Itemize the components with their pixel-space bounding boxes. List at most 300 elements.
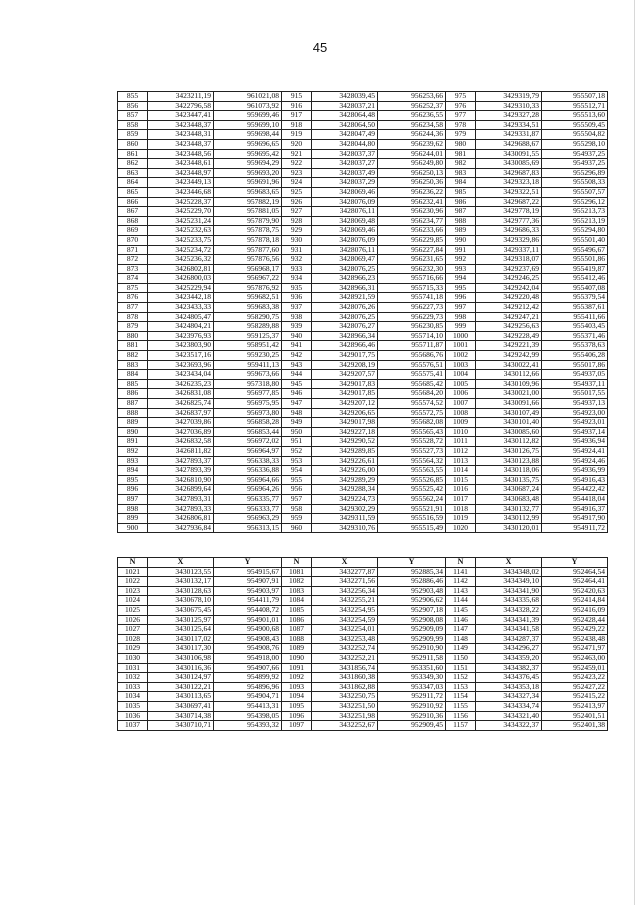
point-number-cell: 986 bbox=[446, 197, 476, 207]
point-number-cell: 1018 bbox=[446, 504, 476, 514]
x-coordinate-cell: 3423449,13 bbox=[148, 178, 214, 188]
x-coordinate-cell: 3434335,68 bbox=[476, 596, 542, 606]
x-coordinate-cell: 3429289,29 bbox=[312, 475, 378, 485]
table-row bbox=[118, 226, 608, 236]
x-coordinate-cell: 3423447,41 bbox=[148, 111, 214, 121]
x-coordinate-cell: 3428076,26 bbox=[312, 303, 378, 313]
y-coordinate-cell: 956233,66 bbox=[378, 226, 446, 236]
x-coordinate-cell: 3429017,85 bbox=[312, 389, 378, 399]
x-coordinate-cell: 3423433,33 bbox=[148, 303, 214, 313]
point-number-cell: 1032 bbox=[118, 673, 148, 683]
x-coordinate-cell: 3426899,64 bbox=[148, 485, 214, 495]
y-coordinate-cell: 954917,90 bbox=[542, 514, 608, 524]
table-row bbox=[118, 264, 608, 274]
table-row bbox=[118, 92, 608, 102]
table-row bbox=[118, 187, 608, 197]
y-coordinate-cell: 952885,34 bbox=[378, 567, 446, 577]
table-row bbox=[118, 370, 608, 380]
x-coordinate-cell: 3423803,90 bbox=[148, 341, 214, 351]
point-number-cell: 983 bbox=[446, 168, 476, 178]
y-coordinate-cell: 955741,18 bbox=[378, 293, 446, 303]
y-coordinate-cell: 952416,09 bbox=[542, 605, 608, 615]
point-number-cell: 987 bbox=[446, 207, 476, 217]
y-coordinate-cell: 955572,75 bbox=[378, 408, 446, 418]
point-number-cell: 998 bbox=[446, 312, 476, 322]
column-header: Y bbox=[214, 558, 282, 568]
y-coordinate-cell: 956227,73 bbox=[378, 303, 446, 313]
table-row bbox=[118, 494, 608, 504]
y-coordinate-cell: 956244,01 bbox=[378, 149, 446, 159]
x-coordinate-cell: 3429212,42 bbox=[476, 303, 542, 313]
y-coordinate-cell: 952908,08 bbox=[378, 615, 446, 625]
x-coordinate-cell: 3430124,97 bbox=[148, 673, 214, 683]
y-coordinate-cell: 955213,73 bbox=[542, 207, 608, 217]
y-coordinate-cell: 954937,11 bbox=[542, 379, 608, 389]
point-number-cell: 868 bbox=[118, 216, 148, 226]
y-coordinate-cell: 952413,97 bbox=[542, 701, 608, 711]
point-number-cell: 930 bbox=[282, 235, 312, 245]
x-coordinate-cell: 3430123,88 bbox=[476, 456, 542, 466]
point-number-cell: 921 bbox=[282, 149, 312, 159]
y-coordinate-cell: 959673,66 bbox=[214, 370, 282, 380]
point-number-cell: 892 bbox=[118, 446, 148, 456]
y-coordinate-cell: 953351,60 bbox=[378, 663, 446, 673]
point-number-cell: 862 bbox=[118, 159, 148, 169]
point-number-cell: 874 bbox=[118, 274, 148, 284]
point-number-cell: 1006 bbox=[446, 389, 476, 399]
point-number-cell: 1012 bbox=[446, 446, 476, 456]
x-coordinate-cell: 3430085,60 bbox=[476, 427, 542, 437]
x-coordinate-cell: 3423976,93 bbox=[148, 331, 214, 341]
point-number-cell: 1007 bbox=[446, 399, 476, 409]
y-coordinate-cell: 955406,28 bbox=[542, 351, 608, 361]
x-coordinate-cell: 3430091,55 bbox=[476, 149, 542, 159]
x-coordinate-cell: 3430128,63 bbox=[148, 586, 214, 596]
y-coordinate-cell: 956964,97 bbox=[214, 446, 282, 456]
x-coordinate-cell: 3426802,81 bbox=[148, 264, 214, 274]
point-number-cell: 1151 bbox=[446, 663, 476, 673]
point-number-cell: 1091 bbox=[282, 663, 312, 673]
y-coordinate-cell: 952429,22 bbox=[542, 625, 608, 635]
point-number-cell: 871 bbox=[118, 245, 148, 255]
x-coordinate-cell: 3429221,39 bbox=[476, 341, 542, 351]
y-coordinate-cell: 956977,85 bbox=[214, 389, 282, 399]
point-number-cell: 929 bbox=[282, 226, 312, 236]
y-coordinate-cell: 952911,58 bbox=[378, 653, 446, 663]
x-coordinate-cell: 3430022,41 bbox=[476, 360, 542, 370]
y-coordinate-cell: 959125,37 bbox=[214, 331, 282, 341]
point-number-cell: 895 bbox=[118, 475, 148, 485]
y-coordinate-cell: 954937,25 bbox=[542, 149, 608, 159]
x-coordinate-cell: 3426811,82 bbox=[148, 446, 214, 456]
point-number-cell: 893 bbox=[118, 456, 148, 466]
x-coordinate-cell: 3430122,21 bbox=[148, 682, 214, 692]
x-coordinate-cell: 3429228,49 bbox=[476, 331, 542, 341]
table-row bbox=[118, 663, 608, 673]
point-number-cell: 890 bbox=[118, 427, 148, 437]
point-number-cell: 1083 bbox=[282, 586, 312, 596]
x-coordinate-cell: 3431860,38 bbox=[312, 673, 378, 683]
point-number-cell: 865 bbox=[118, 187, 148, 197]
y-coordinate-cell: 954901,01 bbox=[214, 615, 282, 625]
point-number-cell: 886 bbox=[118, 389, 148, 399]
point-number-cell: 882 bbox=[118, 351, 148, 361]
x-coordinate-cell: 3423211,19 bbox=[148, 92, 214, 102]
x-coordinate-cell: 3426837,97 bbox=[148, 408, 214, 418]
point-number-cell: 928 bbox=[282, 216, 312, 226]
y-coordinate-cell: 957877,60 bbox=[214, 245, 282, 255]
y-coordinate-cell: 956964,26 bbox=[214, 485, 282, 495]
table-row bbox=[118, 682, 608, 692]
y-coordinate-cell: 956253,66 bbox=[378, 92, 446, 102]
point-number-cell: 1149 bbox=[446, 644, 476, 654]
x-coordinate-cell: 3430113,65 bbox=[148, 692, 214, 702]
x-coordinate-cell: 3428069,46 bbox=[312, 187, 378, 197]
x-coordinate-cell: 3423448,97 bbox=[148, 168, 214, 178]
x-coordinate-cell: 3427039,86 bbox=[148, 418, 214, 428]
point-number-cell: 884 bbox=[118, 370, 148, 380]
point-number-cell: 1097 bbox=[282, 721, 312, 731]
table-row bbox=[118, 711, 608, 721]
x-coordinate-cell: 3425229,94 bbox=[148, 283, 214, 293]
point-number-cell: 937 bbox=[282, 303, 312, 313]
point-number-cell: 993 bbox=[446, 264, 476, 274]
y-coordinate-cell: 954896,96 bbox=[214, 682, 282, 692]
point-number-cell: 880 bbox=[118, 331, 148, 341]
y-coordinate-cell: 954908,76 bbox=[214, 644, 282, 654]
table-row bbox=[118, 625, 608, 635]
y-coordinate-cell: 954903,97 bbox=[214, 586, 282, 596]
point-number-cell: 1035 bbox=[118, 701, 148, 711]
point-number-cell: 944 bbox=[282, 370, 312, 380]
x-coordinate-cell: 3429687,22 bbox=[476, 197, 542, 207]
y-coordinate-cell: 955575,41 bbox=[378, 370, 446, 380]
y-coordinate-cell: 956975,95 bbox=[214, 399, 282, 409]
point-number-cell: 1084 bbox=[282, 596, 312, 606]
column-header: N bbox=[282, 558, 312, 568]
point-number-cell: 1036 bbox=[118, 711, 148, 721]
point-number-cell: 889 bbox=[118, 418, 148, 428]
point-number-cell: 977 bbox=[446, 111, 476, 121]
point-number-cell: 947 bbox=[282, 399, 312, 409]
point-number-cell: 945 bbox=[282, 379, 312, 389]
y-coordinate-cell: 959698,44 bbox=[214, 130, 282, 140]
x-coordinate-cell: 3428037,49 bbox=[312, 168, 378, 178]
y-coordinate-cell: 956963,29 bbox=[214, 514, 282, 524]
point-number-cell: 1082 bbox=[282, 577, 312, 587]
y-coordinate-cell: 955711,87 bbox=[378, 341, 446, 351]
y-coordinate-cell: 959691,96 bbox=[214, 178, 282, 188]
x-coordinate-cell: 3429327,28 bbox=[476, 111, 542, 121]
y-coordinate-cell: 961021,08 bbox=[214, 92, 282, 102]
column-header: N bbox=[118, 558, 148, 568]
x-coordinate-cell: 3430118,06 bbox=[476, 466, 542, 476]
y-coordinate-cell: 954418,04 bbox=[542, 494, 608, 504]
point-number-cell: 891 bbox=[118, 437, 148, 447]
y-coordinate-cell: 956964,66 bbox=[214, 475, 282, 485]
y-coordinate-cell: 952463,00 bbox=[542, 653, 608, 663]
x-coordinate-cell: 3432271,56 bbox=[312, 577, 378, 587]
y-coordinate-cell: 955419,87 bbox=[542, 264, 608, 274]
y-coordinate-cell: 955387,61 bbox=[542, 303, 608, 313]
x-coordinate-cell: 3428037,29 bbox=[312, 178, 378, 188]
table-row bbox=[118, 504, 608, 514]
y-coordinate-cell: 956968,17 bbox=[214, 264, 282, 274]
y-coordinate-cell: 955507,57 bbox=[542, 187, 608, 197]
table-row bbox=[118, 120, 608, 130]
table-header-row bbox=[118, 558, 608, 568]
point-number-cell: 1013 bbox=[446, 456, 476, 466]
y-coordinate-cell: 955509,45 bbox=[542, 120, 608, 130]
x-coordinate-cell: 3429226,00 bbox=[312, 466, 378, 476]
point-number-cell: 1090 bbox=[282, 653, 312, 663]
x-coordinate-cell: 3429290,52 bbox=[312, 437, 378, 447]
y-coordinate-cell: 955371,46 bbox=[542, 331, 608, 341]
y-coordinate-cell: 956230,85 bbox=[378, 322, 446, 332]
y-coordinate-cell: 957876,92 bbox=[214, 283, 282, 293]
point-number-cell: 992 bbox=[446, 255, 476, 265]
point-number-cell: 975 bbox=[446, 92, 476, 102]
y-coordinate-cell: 952906,62 bbox=[378, 596, 446, 606]
point-number-cell: 1092 bbox=[282, 673, 312, 683]
point-number-cell: 1037 bbox=[118, 721, 148, 731]
x-coordinate-cell: 3428044,80 bbox=[312, 139, 378, 149]
y-coordinate-cell: 957878,75 bbox=[214, 226, 282, 236]
point-number-cell: 1020 bbox=[446, 523, 476, 533]
point-number-cell: 1141 bbox=[446, 567, 476, 577]
y-coordinate-cell: 954915,67 bbox=[214, 567, 282, 577]
y-coordinate-cell: 952401,38 bbox=[542, 721, 608, 731]
y-coordinate-cell: 957878,18 bbox=[214, 235, 282, 245]
y-coordinate-cell: 955294,80 bbox=[542, 226, 608, 236]
x-coordinate-cell: 3423446,68 bbox=[148, 187, 214, 197]
x-coordinate-cell: 3430126,75 bbox=[476, 446, 542, 456]
page-edge-line bbox=[634, 0, 635, 905]
y-coordinate-cell: 954907,91 bbox=[214, 577, 282, 587]
x-coordinate-cell: 3434353,18 bbox=[476, 682, 542, 692]
x-coordinate-cell: 3429323,18 bbox=[476, 178, 542, 188]
point-number-cell: 997 bbox=[446, 303, 476, 313]
point-number-cell: 990 bbox=[446, 235, 476, 245]
x-coordinate-cell: 3427036,89 bbox=[148, 427, 214, 437]
x-coordinate-cell: 3434321,40 bbox=[476, 711, 542, 721]
point-number-cell: 881 bbox=[118, 341, 148, 351]
y-coordinate-cell: 954918,00 bbox=[214, 653, 282, 663]
point-number-cell: 1000 bbox=[446, 331, 476, 341]
point-number-cell: 1002 bbox=[446, 351, 476, 361]
column-header: N bbox=[446, 558, 476, 568]
point-number-cell: 860 bbox=[118, 139, 148, 149]
table-row bbox=[118, 101, 608, 111]
x-coordinate-cell: 3429302,29 bbox=[312, 504, 378, 514]
x-coordinate-cell: 3429319,79 bbox=[476, 92, 542, 102]
x-coordinate-cell: 3432251,50 bbox=[312, 701, 378, 711]
point-number-cell: 872 bbox=[118, 255, 148, 265]
y-coordinate-cell: 952911,72 bbox=[378, 692, 446, 702]
y-coordinate-cell: 956338,33 bbox=[214, 456, 282, 466]
y-coordinate-cell: 958951,42 bbox=[214, 341, 282, 351]
point-number-cell: 982 bbox=[446, 159, 476, 169]
x-coordinate-cell: 3428076,25 bbox=[312, 312, 378, 322]
x-coordinate-cell: 3429310,33 bbox=[476, 101, 542, 111]
x-coordinate-cell: 3425228,37 bbox=[148, 197, 214, 207]
y-coordinate-cell: 954916,43 bbox=[542, 475, 608, 485]
y-coordinate-cell: 955515,49 bbox=[378, 523, 446, 533]
x-coordinate-cell: 3429288,34 bbox=[312, 485, 378, 495]
x-coordinate-cell: 3427893,37 bbox=[148, 456, 214, 466]
table-row bbox=[118, 615, 608, 625]
y-coordinate-cell: 954937,14 bbox=[542, 427, 608, 437]
y-coordinate-cell: 955407,08 bbox=[542, 283, 608, 293]
point-number-cell: 859 bbox=[118, 130, 148, 140]
x-coordinate-cell: 3429237,69 bbox=[476, 264, 542, 274]
point-number-cell: 940 bbox=[282, 331, 312, 341]
table-row bbox=[118, 701, 608, 711]
y-coordinate-cell: 954904,71 bbox=[214, 692, 282, 702]
y-coordinate-cell: 957882,19 bbox=[214, 197, 282, 207]
table-row bbox=[118, 408, 608, 418]
point-number-cell: 920 bbox=[282, 139, 312, 149]
table-row bbox=[118, 389, 608, 399]
column-header: Y bbox=[378, 558, 446, 568]
x-coordinate-cell: 3432254,59 bbox=[312, 615, 378, 625]
point-number-cell: 870 bbox=[118, 235, 148, 245]
table-row bbox=[118, 514, 608, 524]
x-coordinate-cell: 3430091,66 bbox=[476, 399, 542, 409]
y-coordinate-cell: 956239,62 bbox=[378, 139, 446, 149]
y-coordinate-cell: 955516,59 bbox=[378, 514, 446, 524]
x-coordinate-cell: 3428039,45 bbox=[312, 92, 378, 102]
x-coordinate-cell: 3430085,69 bbox=[476, 159, 542, 169]
y-coordinate-cell: 956250,36 bbox=[378, 178, 446, 188]
point-number-cell: 885 bbox=[118, 379, 148, 389]
x-coordinate-cell: 3428966,31 bbox=[312, 283, 378, 293]
x-coordinate-cell: 3434348,02 bbox=[476, 567, 542, 577]
y-coordinate-cell: 955684,20 bbox=[378, 389, 446, 399]
y-coordinate-cell: 955296,89 bbox=[542, 168, 608, 178]
y-coordinate-cell: 955379,54 bbox=[542, 293, 608, 303]
y-coordinate-cell: 955512,71 bbox=[542, 101, 608, 111]
table-row bbox=[118, 721, 608, 731]
point-number-cell: 923 bbox=[282, 168, 312, 178]
y-coordinate-cell: 955716,66 bbox=[378, 274, 446, 284]
point-number-cell: 953 bbox=[282, 456, 312, 466]
x-coordinate-cell: 3425234,72 bbox=[148, 245, 214, 255]
point-number-cell: 1154 bbox=[446, 692, 476, 702]
point-number-cell: 918 bbox=[282, 120, 312, 130]
x-coordinate-cell: 3429242,04 bbox=[476, 283, 542, 293]
y-coordinate-cell: 957318,80 bbox=[214, 379, 282, 389]
table-row bbox=[118, 653, 608, 663]
x-coordinate-cell: 3434341,90 bbox=[476, 586, 542, 596]
point-number-cell: 919 bbox=[282, 130, 312, 140]
point-number-cell: 896 bbox=[118, 485, 148, 495]
table-row bbox=[118, 692, 608, 702]
y-coordinate-cell: 959682,51 bbox=[214, 293, 282, 303]
point-number-cell: 1150 bbox=[446, 653, 476, 663]
x-coordinate-cell: 3429688,67 bbox=[476, 139, 542, 149]
table-row bbox=[118, 207, 608, 217]
x-coordinate-cell: 3430109,96 bbox=[476, 379, 542, 389]
point-number-cell: 976 bbox=[446, 101, 476, 111]
x-coordinate-cell: 3428064,50 bbox=[312, 120, 378, 130]
point-number-cell: 1148 bbox=[446, 634, 476, 644]
point-number-cell: 956 bbox=[282, 485, 312, 495]
y-coordinate-cell: 955714,10 bbox=[378, 331, 446, 341]
y-coordinate-cell: 955682,08 bbox=[378, 418, 446, 428]
y-coordinate-cell: 959683,65 bbox=[214, 187, 282, 197]
x-coordinate-cell: 3430107,49 bbox=[476, 408, 542, 418]
point-number-cell: 855 bbox=[118, 92, 148, 102]
x-coordinate-cell: 3428966,46 bbox=[312, 341, 378, 351]
x-coordinate-cell: 3434341,58 bbox=[476, 625, 542, 635]
x-coordinate-cell: 3430117,02 bbox=[148, 634, 214, 644]
y-coordinate-cell: 955565,43 bbox=[378, 427, 446, 437]
point-number-cell: 1157 bbox=[446, 721, 476, 731]
y-coordinate-cell: 955715,33 bbox=[378, 283, 446, 293]
y-coordinate-cell: 952909,99 bbox=[378, 634, 446, 644]
table-row bbox=[118, 418, 608, 428]
x-coordinate-cell: 3434376,45 bbox=[476, 673, 542, 683]
point-number-cell: 887 bbox=[118, 399, 148, 409]
x-coordinate-cell: 3434341,39 bbox=[476, 615, 542, 625]
x-coordinate-cell: 3428076,25 bbox=[312, 264, 378, 274]
y-coordinate-cell: 955507,18 bbox=[542, 92, 608, 102]
y-coordinate-cell: 952428,44 bbox=[542, 615, 608, 625]
x-coordinate-cell: 3423517,16 bbox=[148, 351, 214, 361]
point-number-cell: 1026 bbox=[118, 615, 148, 625]
point-number-cell: 996 bbox=[446, 293, 476, 303]
point-number-cell: 1011 bbox=[446, 437, 476, 447]
point-number-cell: 1030 bbox=[118, 653, 148, 663]
table-row bbox=[118, 130, 608, 140]
column-header: X bbox=[312, 558, 378, 568]
point-number-cell: 1028 bbox=[118, 634, 148, 644]
x-coordinate-cell: 3428076,11 bbox=[312, 207, 378, 217]
y-coordinate-cell: 955296,12 bbox=[542, 197, 608, 207]
x-coordinate-cell: 3429247,21 bbox=[476, 312, 542, 322]
point-number-cell: 985 bbox=[446, 187, 476, 197]
y-coordinate-cell: 955528,72 bbox=[378, 437, 446, 447]
y-coordinate-cell: 956244,36 bbox=[378, 130, 446, 140]
y-coordinate-cell: 956967,22 bbox=[214, 274, 282, 284]
x-coordinate-cell: 3428069,47 bbox=[312, 255, 378, 265]
y-coordinate-cell: 954923,00 bbox=[542, 408, 608, 418]
y-coordinate-cell: 952420,63 bbox=[542, 586, 608, 596]
point-number-cell: 951 bbox=[282, 437, 312, 447]
table-row bbox=[118, 577, 608, 587]
y-coordinate-cell: 957876,56 bbox=[214, 255, 282, 265]
point-number-cell: 883 bbox=[118, 360, 148, 370]
x-coordinate-cell: 3428076,27 bbox=[312, 322, 378, 332]
point-number-cell: 978 bbox=[446, 120, 476, 130]
point-number-cell: 924 bbox=[282, 178, 312, 188]
x-coordinate-cell: 3428921,59 bbox=[312, 293, 378, 303]
x-coordinate-cell: 3430116,36 bbox=[148, 663, 214, 673]
y-coordinate-cell: 959683,38 bbox=[214, 303, 282, 313]
y-coordinate-cell: 955685,42 bbox=[378, 379, 446, 389]
x-coordinate-cell: 3429687,83 bbox=[476, 168, 542, 178]
point-number-cell: 879 bbox=[118, 322, 148, 332]
point-number-cell: 984 bbox=[446, 178, 476, 188]
y-coordinate-cell: 956232,30 bbox=[378, 264, 446, 274]
point-number-cell: 958 bbox=[282, 504, 312, 514]
y-coordinate-cell: 955403,45 bbox=[542, 322, 608, 332]
table-row bbox=[118, 293, 608, 303]
x-coordinate-cell: 3425232,63 bbox=[148, 226, 214, 236]
point-number-cell: 991 bbox=[446, 245, 476, 255]
point-number-cell: 1022 bbox=[118, 577, 148, 587]
